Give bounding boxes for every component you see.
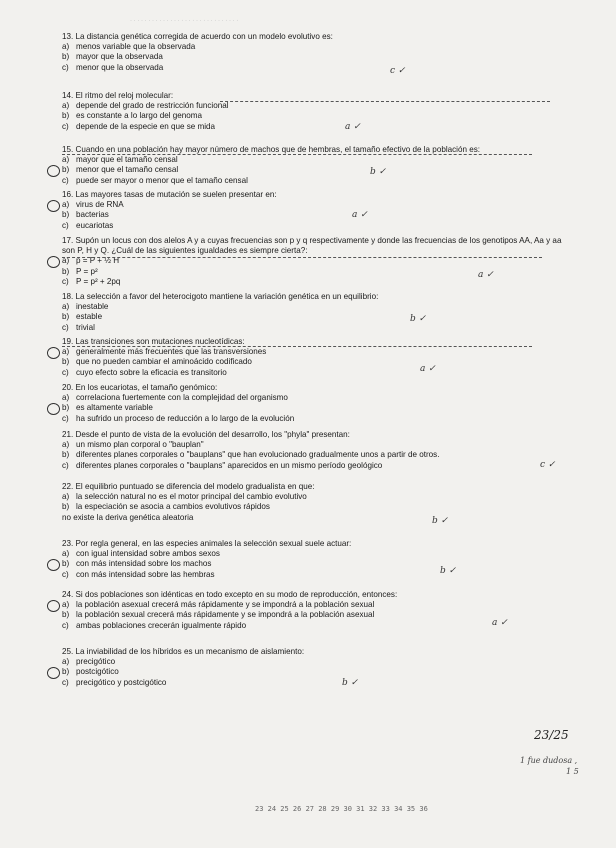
option-c: c) con más intensidad sobre las hembras bbox=[62, 569, 215, 579]
question-text: 25. La inviabilidad de los híbridos es un mecanismo de aislamiento: bbox=[62, 647, 305, 656]
option-a: a) inestable bbox=[62, 302, 109, 312]
handwritten-mark: c ✓ bbox=[390, 66, 406, 76]
option-b: b) mayor que la observada bbox=[62, 52, 163, 62]
option-c: c) precigótico y postcigótico bbox=[62, 677, 167, 687]
handwritten-dashes bbox=[62, 346, 532, 347]
handwritten-mark: a ✓ bbox=[492, 618, 508, 628]
handwritten-mark: b ✓ bbox=[342, 678, 359, 688]
option-b-circled: b) postcigótico bbox=[62, 667, 119, 677]
option-a: a) precigótico bbox=[62, 657, 116, 667]
question-24 bbox=[62, 590, 562, 631]
handwritten-mark: c ✓ bbox=[540, 460, 556, 470]
question-text: 21. Desde el punto de vista de la evolución del desarrollo, los "phyla" presentan: bbox=[62, 430, 350, 439]
question-18 bbox=[62, 292, 562, 333]
question-text: 13. La distancia genética corregida de acuerdo con un modelo evolutivo es: bbox=[62, 32, 333, 41]
option-b: b) es constante a lo largo del genoma bbox=[62, 111, 202, 121]
question-text: 24. Si dos poblaciones son idénticas en todo excepto en su modo de reproducción, entonces: bbox=[62, 590, 398, 599]
question-text: 19. Las transiciones son mutaciones nucleotídicas: bbox=[62, 337, 245, 346]
question-text: 18. La selección a favor del heterocigoto mantiene la variación genética en un equilibrio: bbox=[62, 292, 379, 301]
option-b: b) estable bbox=[62, 312, 103, 322]
option-c: c) puede ser mayor o menor que el tamaño censal bbox=[62, 175, 248, 185]
option-b: b) diferentes planes corporales o "bauplans" que han evolucionado gradualmente unos a partir de otros. bbox=[62, 450, 440, 460]
handwritten-mark: a ✓ bbox=[420, 364, 436, 374]
handwritten-mark: a ✓ bbox=[352, 210, 368, 220]
option-a: a) un mismo plan corporal o "bauplan" bbox=[62, 440, 204, 450]
option-c: c) ha sufrido un proceso de reducción a lo largo de la evolución bbox=[62, 413, 295, 423]
option-c: c) menor que la observada bbox=[62, 62, 164, 72]
question-13 bbox=[62, 32, 562, 73]
question-23 bbox=[62, 539, 562, 580]
question-20 bbox=[62, 383, 562, 424]
question-text: 14. El ritmo del reloj molecular: bbox=[62, 91, 174, 100]
option-b: b) la población sexual crecerá más rápidamente y se impondrá a la población asexual bbox=[62, 610, 375, 620]
option-b-circled: b) menor que el tamaño censal bbox=[62, 165, 179, 175]
option-a-circled: a) virus de RNA bbox=[62, 200, 124, 210]
question-14 bbox=[62, 91, 562, 132]
handwritten-mark: b ✓ bbox=[440, 566, 457, 576]
handwritten-mark: a ✓ bbox=[478, 270, 494, 280]
question-25 bbox=[62, 647, 562, 688]
question-text: 17. Supón un locus con dos alelos A y a cuyas frecuencias son p y q respectivamente y donde las frecuencias de los genotipos AA, Aa y aa son P, H y Q. ¿Cuál de las siguientes igualdades es siempre cierta?: bbox=[62, 236, 562, 256]
option-a: a) depende del grado de restricción funcional bbox=[62, 101, 229, 111]
question-text: 20. En los eucariotas, el tamaño genómico: bbox=[62, 383, 218, 392]
handwritten-dashes bbox=[62, 154, 532, 155]
option-a: a) correlaciona fuertemente con la complejidad del organismo bbox=[62, 393, 288, 403]
option-c: c) cuyo efecto sobre la eficacia es transitorio bbox=[62, 367, 227, 377]
option-c: c) eucariotas bbox=[62, 220, 114, 230]
option-b: b) la especiación se asocia a cambios evolutivos rápidos bbox=[62, 502, 270, 512]
handwritten-dashes bbox=[62, 257, 542, 258]
option-c: c) P = p² + 2pq bbox=[62, 276, 121, 286]
option-c: c) trivial bbox=[62, 322, 95, 332]
option-c: no existe la deriva genética aleatoria bbox=[62, 512, 194, 522]
option-c: c) ambas poblaciones crecerán igualmente rápido bbox=[62, 620, 247, 630]
handwritten-mark: a ✓ bbox=[345, 122, 361, 132]
question-text: 22. El equilibrio puntuado se diferencia del modelo gradualista en que: bbox=[62, 482, 315, 491]
option-a-circled: a) p = P + ½ H bbox=[62, 256, 120, 266]
question-21 bbox=[62, 430, 562, 471]
option-a: a) la selección natural no es el motor principal del cambio evolutivo bbox=[62, 492, 307, 502]
handwritten-score-note: 1 fue dudosa , bbox=[520, 756, 578, 765]
option-b: b) que no pueden cambiar el aminoácido codificado bbox=[62, 357, 252, 367]
question-text: 23. Por regla general, en las especies animales la selección sexual suele actuar: bbox=[62, 539, 352, 548]
bleed-through-text: · · · · · · · · · · · · · · · · · · · · · · · · · · · · · · bbox=[130, 18, 239, 24]
option-a: a) mayor que el tamaño censal bbox=[62, 155, 178, 165]
question-22 bbox=[62, 482, 562, 523]
option-a: a) con igual intensidad sobre ambos sexos bbox=[62, 549, 220, 559]
option-c: c) depende de la especie en que se mida bbox=[62, 121, 216, 131]
option-c: c) diferentes planes corporales o "bauplans" aparecidos en un mismo período geológico bbox=[62, 460, 383, 470]
handwritten-mark: b ✓ bbox=[432, 516, 449, 526]
question-19 bbox=[62, 337, 562, 378]
option-b: b) P = p² bbox=[62, 266, 98, 276]
question-text: 15. Cuando en una población hay mayor número de machos que de hembras, el tamaño efectivo de la población es: bbox=[62, 145, 481, 154]
handwritten-score-sub: 1 5 bbox=[566, 767, 579, 776]
handwritten-mark: b ✓ bbox=[370, 167, 387, 177]
handwritten-mark: b ✓ bbox=[410, 314, 427, 324]
footer-tally: 23 24 25 26 27 28 29 30 31 32 33 34 35 36 bbox=[255, 805, 428, 813]
option-a-circled: a) la población asexual crecerá más rápidamente y se impondrá a la población sexual bbox=[62, 600, 375, 610]
handwritten-score: 23/25 bbox=[534, 728, 569, 742]
handwritten-dashes bbox=[220, 101, 550, 102]
option-a-circled: a) generalmente más frecuentes que las transversiones bbox=[62, 347, 267, 357]
option-b-circled: b) con más intensidad sobre los machos bbox=[62, 559, 212, 569]
option-a: a) menos variable que la observada bbox=[62, 42, 196, 52]
option-b-circled: b) es altamente variable bbox=[62, 403, 153, 413]
option-b: b) bacterias bbox=[62, 210, 109, 220]
question-15 bbox=[62, 145, 562, 186]
question-text: 16. Las mayores tasas de mutación se suelen presentar en: bbox=[62, 190, 277, 199]
question-16 bbox=[62, 190, 562, 231]
